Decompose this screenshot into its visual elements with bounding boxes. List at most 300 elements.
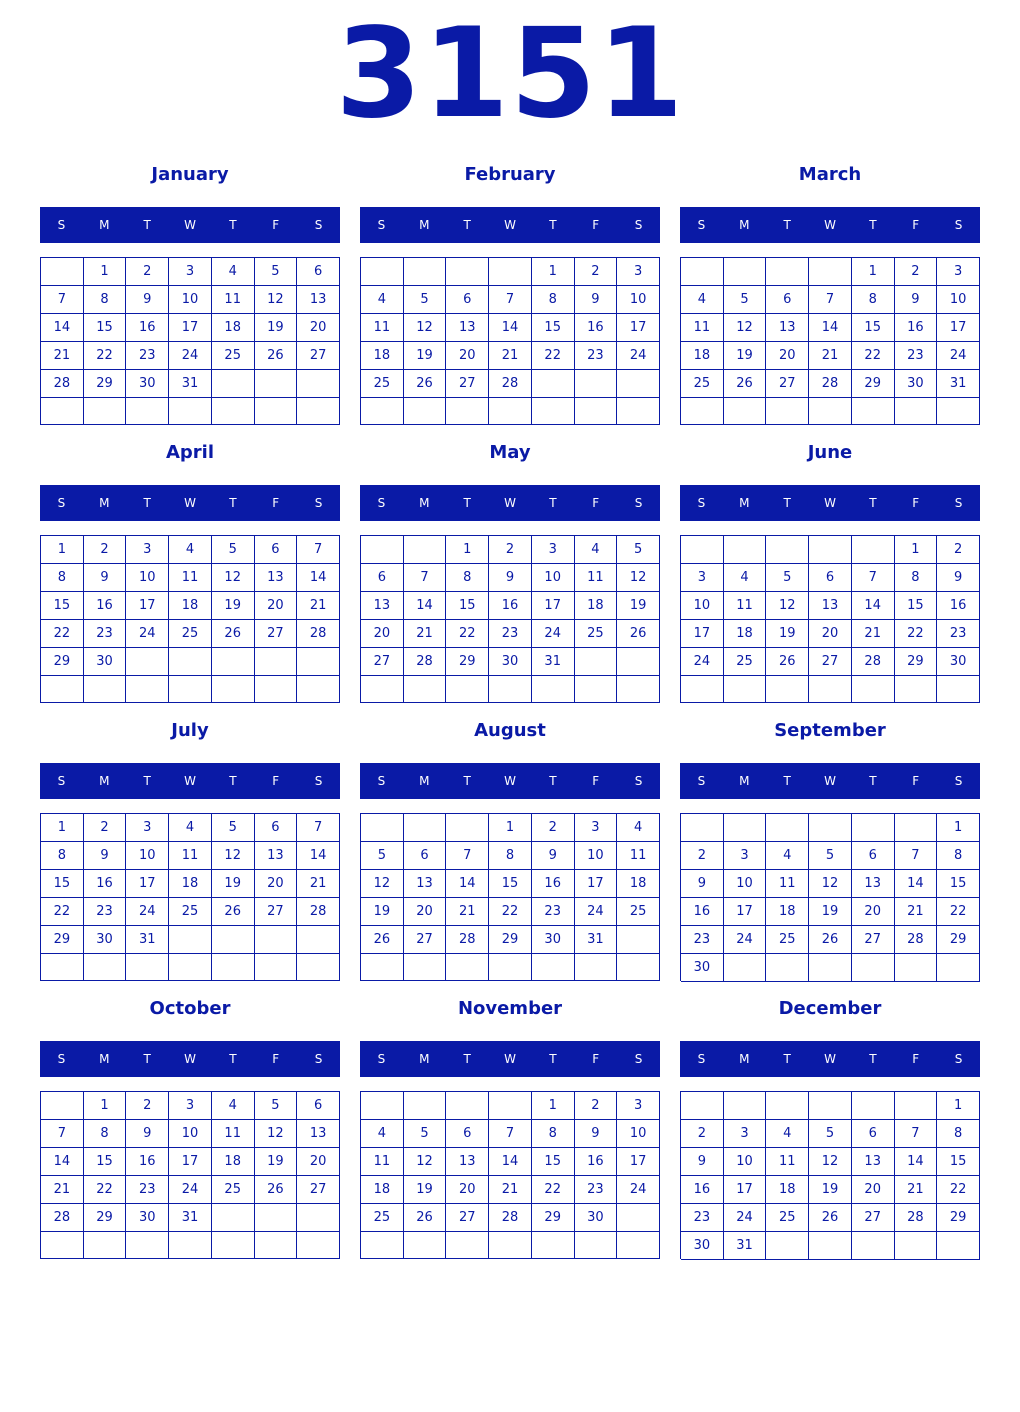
empty-day-cell — [169, 926, 212, 954]
day-cell: 7 — [489, 1120, 532, 1148]
weekday-label: S — [57, 218, 66, 232]
empty-day-cell — [297, 1204, 340, 1232]
day-cell: 14 — [895, 870, 938, 898]
empty-day-cell — [532, 676, 575, 703]
weekday-label: T — [143, 218, 151, 232]
weekday-label: M — [739, 774, 750, 788]
month-september — [680, 716, 980, 994]
weekday-label: F — [272, 496, 280, 510]
day-cell: 1 — [937, 1092, 980, 1120]
day-cell: 4 — [212, 1092, 255, 1120]
day-cell: 20 — [255, 870, 298, 898]
day-cell: 13 — [255, 564, 298, 592]
day-cell: 8 — [532, 1120, 575, 1148]
empty-day-cell — [126, 648, 169, 676]
empty-day-cell — [255, 954, 298, 981]
day-cell: 1 — [532, 1092, 575, 1120]
day-grid — [40, 257, 340, 425]
day-cell: 30 — [575, 1204, 618, 1232]
day-cell: 11 — [169, 842, 212, 870]
empty-day-cell — [681, 536, 724, 564]
day-cell: 5 — [212, 814, 255, 842]
weekday-label: T — [549, 774, 557, 788]
day-cell: 7 — [852, 564, 895, 592]
day-cell: 11 — [361, 314, 404, 342]
weekday-label: S — [634, 1052, 643, 1066]
day-cell: 3 — [169, 1092, 212, 1120]
month-name: February — [464, 164, 556, 185]
day-cell: 6 — [404, 842, 447, 870]
weekday-label: T — [783, 218, 791, 232]
day-cell: 13 — [404, 870, 447, 898]
day-cell: 1 — [41, 536, 84, 564]
day-cell: 31 — [169, 370, 212, 398]
weekday-label: T — [549, 218, 557, 232]
day-cell: 23 — [126, 1176, 169, 1204]
day-cell: 21 — [297, 870, 340, 898]
weekday-label: F — [592, 1052, 600, 1066]
weekday-label: M — [739, 1052, 750, 1066]
day-cell: 3 — [532, 536, 575, 564]
day-cell: 1 — [852, 258, 895, 286]
empty-day-cell — [766, 258, 809, 286]
empty-day-cell — [255, 370, 298, 398]
month-name: September — [774, 720, 886, 741]
day-cell: 11 — [766, 1148, 809, 1176]
day-cell: 30 — [895, 370, 938, 398]
day-cell: 29 — [895, 648, 938, 676]
day-cell: 19 — [212, 870, 255, 898]
day-cell: 22 — [41, 898, 84, 926]
empty-day-cell — [809, 398, 852, 425]
day-cell: 26 — [809, 1204, 852, 1232]
empty-day-cell — [895, 1092, 938, 1120]
empty-day-cell — [724, 676, 767, 703]
day-cell: 3 — [681, 564, 724, 592]
day-cell: 16 — [532, 870, 575, 898]
empty-day-cell — [361, 398, 404, 425]
day-cell: 1 — [446, 536, 489, 564]
day-cell: 29 — [532, 1204, 575, 1232]
day-cell: 23 — [681, 926, 724, 954]
weekday-label: S — [314, 218, 323, 232]
day-cell: 15 — [446, 592, 489, 620]
weekday-header — [680, 485, 980, 521]
day-cell: 20 — [255, 592, 298, 620]
day-cell: 17 — [724, 1176, 767, 1204]
empty-day-cell — [297, 398, 340, 425]
weekday-label: W — [504, 1052, 516, 1066]
weekday-label: F — [272, 774, 280, 788]
empty-day-cell — [41, 954, 84, 981]
day-grid — [360, 257, 660, 425]
day-cell: 7 — [895, 1120, 938, 1148]
weekday-label: S — [634, 218, 643, 232]
day-cell: 1 — [84, 258, 127, 286]
empty-day-cell — [84, 954, 127, 981]
day-cell: 25 — [361, 370, 404, 398]
weekday-label: W — [504, 774, 516, 788]
weekday-label: F — [912, 774, 920, 788]
weekday-label: S — [697, 218, 706, 232]
day-cell: 10 — [724, 1148, 767, 1176]
day-cell: 12 — [766, 592, 809, 620]
day-cell: 31 — [169, 1204, 212, 1232]
day-cell: 18 — [169, 870, 212, 898]
day-cell: 8 — [489, 842, 532, 870]
weekday-label: S — [954, 774, 963, 788]
day-cell: 9 — [489, 564, 532, 592]
empty-day-cell — [446, 1092, 489, 1120]
day-cell: 21 — [446, 898, 489, 926]
empty-day-cell — [937, 398, 980, 425]
day-cell: 20 — [361, 620, 404, 648]
day-cell: 1 — [937, 814, 980, 842]
month-name: November — [457, 998, 563, 1019]
empty-day-cell — [532, 1232, 575, 1259]
day-cell: 31 — [937, 370, 980, 398]
empty-day-cell — [361, 1232, 404, 1259]
day-cell: 27 — [852, 926, 895, 954]
weekday-label: W — [824, 1052, 836, 1066]
day-cell: 31 — [532, 648, 575, 676]
day-cell: 12 — [404, 314, 447, 342]
day-cell: 26 — [255, 1176, 298, 1204]
day-cell: 29 — [446, 648, 489, 676]
weekday-label: W — [504, 218, 516, 232]
day-cell: 18 — [361, 1176, 404, 1204]
day-cell: 25 — [766, 1204, 809, 1232]
empty-day-cell — [809, 536, 852, 564]
day-cell: 16 — [575, 314, 618, 342]
empty-day-cell — [617, 648, 660, 676]
day-cell: 9 — [575, 286, 618, 314]
day-cell: 18 — [766, 1176, 809, 1204]
empty-day-cell — [255, 1232, 298, 1259]
year-title: 3151 — [335, 2, 685, 146]
empty-day-cell — [489, 1232, 532, 1259]
day-grid — [680, 1091, 980, 1259]
empty-day-cell — [809, 258, 852, 286]
empty-day-cell — [361, 954, 404, 981]
day-cell: 17 — [575, 870, 618, 898]
day-cell: 25 — [361, 1204, 404, 1232]
day-cell: 27 — [255, 620, 298, 648]
day-cell: 14 — [895, 1148, 938, 1176]
day-cell: 20 — [852, 1176, 895, 1204]
day-cell: 12 — [361, 870, 404, 898]
day-cell: 17 — [532, 592, 575, 620]
day-cell: 25 — [681, 370, 724, 398]
day-cell: 11 — [212, 286, 255, 314]
day-cell: 18 — [617, 870, 660, 898]
empty-day-cell — [617, 370, 660, 398]
weekday-label: W — [824, 496, 836, 510]
weekday-label: T — [783, 1052, 791, 1066]
day-cell: 15 — [852, 314, 895, 342]
empty-day-cell — [212, 926, 255, 954]
day-cell: 14 — [852, 592, 895, 620]
day-cell: 10 — [617, 286, 660, 314]
weekday-header — [40, 207, 340, 243]
day-cell: 22 — [937, 1176, 980, 1204]
day-cell: 9 — [681, 1148, 724, 1176]
day-cell: 21 — [41, 1176, 84, 1204]
day-grid — [360, 1091, 660, 1259]
day-cell: 4 — [766, 842, 809, 870]
day-cell: 23 — [126, 342, 169, 370]
day-cell: 27 — [766, 370, 809, 398]
empty-day-cell — [84, 676, 127, 703]
day-cell: 10 — [937, 286, 980, 314]
day-cell: 5 — [255, 258, 298, 286]
empty-day-cell — [361, 814, 404, 842]
empty-day-cell — [809, 814, 852, 842]
empty-day-cell — [297, 926, 340, 954]
weekday-label: T — [143, 496, 151, 510]
day-grid — [40, 813, 340, 981]
day-cell: 8 — [852, 286, 895, 314]
empty-day-cell — [446, 814, 489, 842]
day-cell: 2 — [489, 536, 532, 564]
day-cell: 18 — [681, 342, 724, 370]
day-cell: 13 — [297, 286, 340, 314]
day-cell: 7 — [297, 536, 340, 564]
empty-day-cell — [255, 398, 298, 425]
day-cell: 22 — [84, 342, 127, 370]
weekday-label: W — [184, 774, 196, 788]
day-cell: 16 — [126, 1148, 169, 1176]
weekday-label: T — [549, 496, 557, 510]
empty-day-cell — [126, 954, 169, 981]
weekday-header — [680, 763, 980, 799]
empty-day-cell — [852, 1092, 895, 1120]
day-cell: 19 — [404, 1176, 447, 1204]
day-cell: 5 — [404, 286, 447, 314]
empty-day-cell — [852, 814, 895, 842]
day-cell: 28 — [489, 1204, 532, 1232]
day-cell: 14 — [446, 870, 489, 898]
empty-day-cell — [297, 676, 340, 703]
day-cell: 12 — [212, 842, 255, 870]
empty-day-cell — [724, 258, 767, 286]
day-cell: 21 — [489, 1176, 532, 1204]
day-cell: 28 — [404, 648, 447, 676]
month-may — [360, 438, 660, 716]
day-cell: 17 — [126, 592, 169, 620]
weekday-label: S — [377, 1052, 386, 1066]
day-cell: 15 — [84, 314, 127, 342]
day-cell: 15 — [937, 870, 980, 898]
weekday-label: S — [954, 1052, 963, 1066]
weekday-label: S — [314, 1052, 323, 1066]
day-cell: 9 — [84, 842, 127, 870]
empty-day-cell — [126, 676, 169, 703]
day-cell: 12 — [809, 1148, 852, 1176]
empty-day-cell — [617, 398, 660, 425]
month-june — [680, 438, 980, 716]
day-cell: 1 — [532, 258, 575, 286]
weekday-label: S — [634, 774, 643, 788]
day-cell: 30 — [937, 648, 980, 676]
day-cell: 17 — [724, 898, 767, 926]
day-cell: 21 — [809, 342, 852, 370]
day-cell: 3 — [169, 258, 212, 286]
empty-day-cell — [724, 814, 767, 842]
day-cell: 28 — [895, 1204, 938, 1232]
day-cell: 22 — [895, 620, 938, 648]
weekday-label: S — [377, 496, 386, 510]
day-cell: 3 — [937, 258, 980, 286]
weekday-label: S — [634, 496, 643, 510]
day-cell: 26 — [255, 342, 298, 370]
empty-day-cell — [532, 370, 575, 398]
empty-day-cell — [681, 1092, 724, 1120]
empty-day-cell — [446, 676, 489, 703]
day-cell: 16 — [681, 1176, 724, 1204]
day-cell: 2 — [84, 814, 127, 842]
empty-day-cell — [852, 676, 895, 703]
weekday-header — [360, 207, 660, 243]
day-cell: 28 — [809, 370, 852, 398]
empty-day-cell — [489, 954, 532, 981]
day-cell: 4 — [169, 536, 212, 564]
weekday-label: T — [229, 1052, 237, 1066]
weekday-header — [680, 207, 980, 243]
weekday-label: T — [869, 496, 877, 510]
empty-day-cell — [297, 1232, 340, 1259]
day-cell: 7 — [41, 286, 84, 314]
day-cell: 24 — [681, 648, 724, 676]
day-cell: 22 — [532, 1176, 575, 1204]
day-cell: 5 — [212, 536, 255, 564]
day-cell: 12 — [212, 564, 255, 592]
empty-day-cell — [255, 926, 298, 954]
month-name: October — [149, 998, 231, 1019]
day-cell: 26 — [404, 370, 447, 398]
weekday-label: W — [824, 774, 836, 788]
day-cell: 4 — [575, 536, 618, 564]
day-cell: 22 — [852, 342, 895, 370]
day-cell: 6 — [446, 286, 489, 314]
day-cell: 15 — [532, 314, 575, 342]
day-cell: 22 — [532, 342, 575, 370]
empty-day-cell — [489, 676, 532, 703]
day-cell: 14 — [297, 842, 340, 870]
month-march — [680, 160, 980, 438]
weekday-header — [680, 1041, 980, 1077]
month-august — [360, 716, 660, 994]
day-cell: 8 — [895, 564, 938, 592]
empty-day-cell — [575, 398, 618, 425]
weekday-label: S — [57, 1052, 66, 1066]
day-cell: 30 — [84, 926, 127, 954]
day-cell: 27 — [404, 926, 447, 954]
month-name: December — [778, 998, 882, 1019]
day-cell: 28 — [446, 926, 489, 954]
day-cell: 16 — [84, 870, 127, 898]
day-cell: 30 — [126, 370, 169, 398]
weekday-header — [40, 485, 340, 521]
day-cell: 27 — [255, 898, 298, 926]
weekday-label: T — [869, 774, 877, 788]
empty-day-cell — [255, 648, 298, 676]
day-cell: 28 — [41, 370, 84, 398]
day-cell: 1 — [895, 536, 938, 564]
empty-day-cell — [575, 676, 618, 703]
day-grid — [680, 535, 980, 703]
empty-day-cell — [937, 1232, 980, 1260]
weekday-label: T — [783, 774, 791, 788]
day-cell: 8 — [532, 286, 575, 314]
empty-day-cell — [255, 1204, 298, 1232]
weekday-label: F — [592, 218, 600, 232]
weekday-label: S — [954, 496, 963, 510]
day-cell: 4 — [212, 258, 255, 286]
day-cell: 12 — [617, 564, 660, 592]
day-cell: 3 — [617, 258, 660, 286]
day-cell: 31 — [724, 1232, 767, 1260]
day-cell: 9 — [937, 564, 980, 592]
day-cell: 15 — [41, 592, 84, 620]
day-cell: 25 — [212, 342, 255, 370]
empty-day-cell — [895, 398, 938, 425]
month-october — [40, 994, 340, 1272]
day-cell: 1 — [84, 1092, 127, 1120]
day-cell: 18 — [212, 1148, 255, 1176]
day-cell: 19 — [255, 1148, 298, 1176]
day-cell: 13 — [361, 592, 404, 620]
weekday-label: M — [99, 1052, 110, 1066]
day-cell: 6 — [852, 842, 895, 870]
day-cell: 28 — [41, 1204, 84, 1232]
day-cell: 20 — [766, 342, 809, 370]
day-cell: 25 — [169, 898, 212, 926]
empty-day-cell — [361, 676, 404, 703]
day-cell: 3 — [575, 814, 618, 842]
day-cell: 23 — [575, 342, 618, 370]
day-cell: 27 — [446, 370, 489, 398]
day-cell: 20 — [297, 314, 340, 342]
day-cell: 23 — [532, 898, 575, 926]
weekday-label: F — [912, 218, 920, 232]
day-cell: 6 — [809, 564, 852, 592]
empty-day-cell — [404, 258, 447, 286]
day-cell: 25 — [575, 620, 618, 648]
day-cell: 23 — [937, 620, 980, 648]
empty-day-cell — [766, 536, 809, 564]
day-grid — [360, 535, 660, 703]
day-cell: 15 — [41, 870, 84, 898]
month-november — [360, 994, 660, 1272]
day-cell: 22 — [84, 1176, 127, 1204]
day-cell: 16 — [937, 592, 980, 620]
month-name: June — [807, 442, 853, 463]
day-cell: 8 — [41, 564, 84, 592]
empty-day-cell — [212, 398, 255, 425]
day-grid — [680, 257, 980, 425]
day-cell: 13 — [446, 1148, 489, 1176]
day-cell: 30 — [489, 648, 532, 676]
weekday-label: W — [184, 218, 196, 232]
weekday-label: F — [272, 218, 280, 232]
day-cell: 24 — [126, 898, 169, 926]
day-cell: 20 — [446, 342, 489, 370]
empty-day-cell — [404, 1232, 447, 1259]
day-cell: 4 — [724, 564, 767, 592]
empty-day-cell — [766, 814, 809, 842]
day-cell: 10 — [126, 564, 169, 592]
